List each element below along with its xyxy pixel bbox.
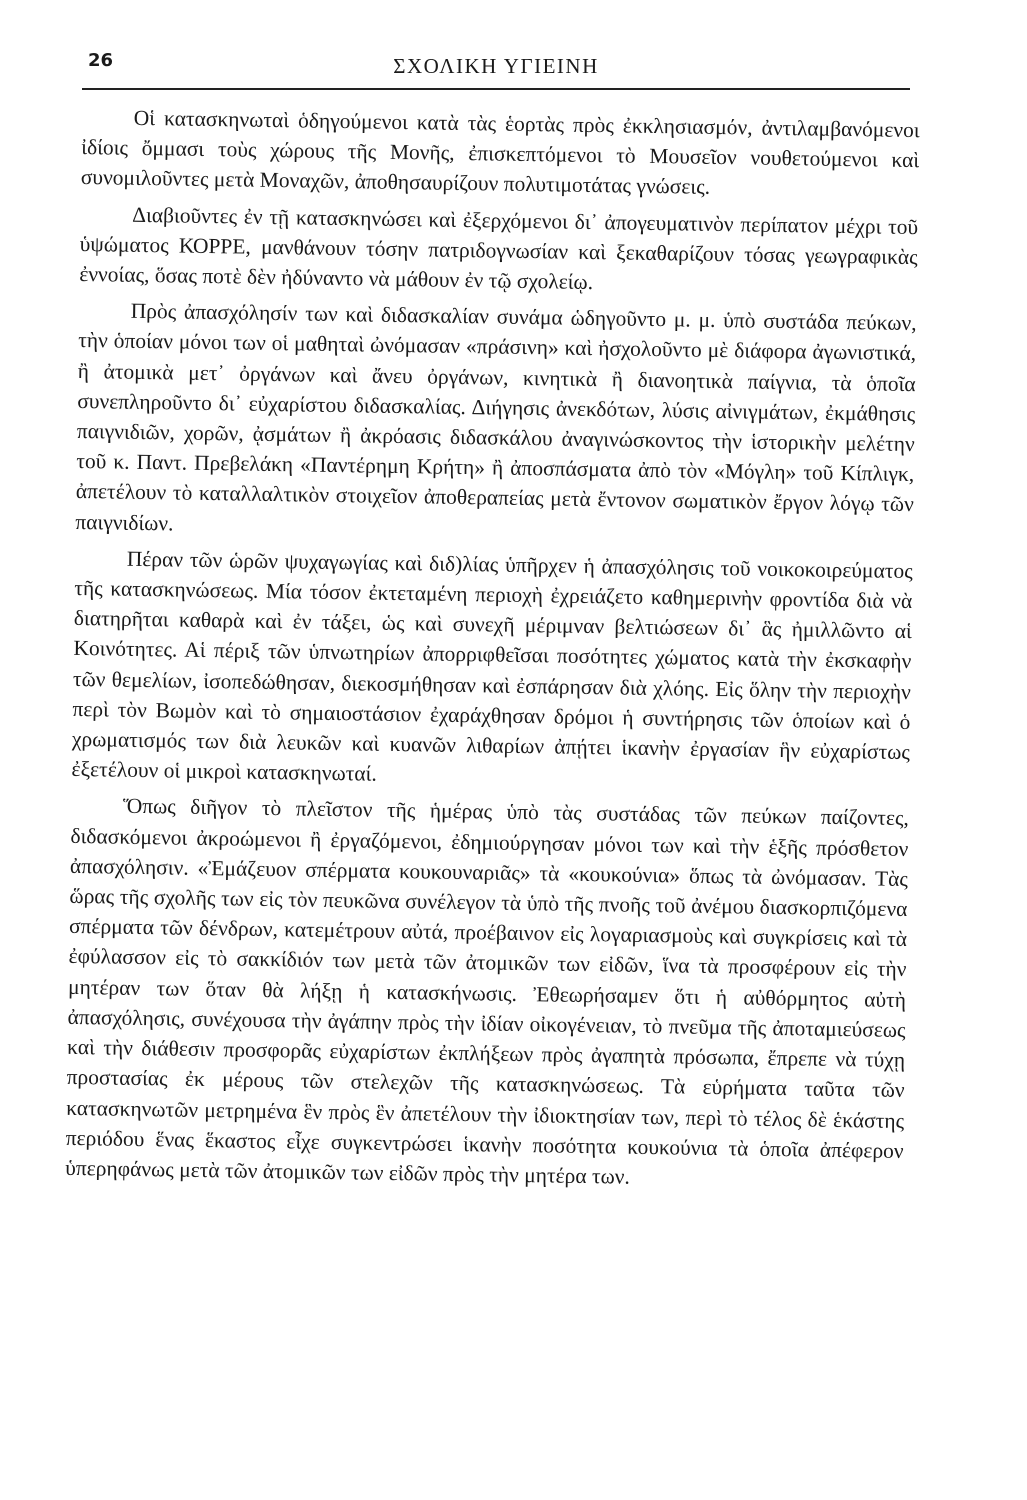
running-title: ΣΧΟΛΙΚΗ ΥΓΙΕΙΝΗ [393, 54, 599, 78]
paragraph-5: Ὅπως διῆγον τὸ πλεῖστον τῆς ἡμέρας ὑπὸ τὰς συστάδας τῶν πεύκων παίζοντες, διδασκόμενοι ἀκροώμενοι ἢ ἐργαζόμενοι, ἐδημιούργησαν μόνοι των καὶ τὴν ἑξῆς πρόσθετον ἀπασχόλησιν. «Ἐμάζευον σπέρματα κουκουναριᾶς» τὰ «κουκούνια» ὅπως τὰ ὠνόμασαν. Τὰς ὥρας τῆς σχολῆς των εἰς τὸν πευκῶνα συνέλεγον τὰ ὑπὸ τῆς πνοῆς τοῦ ἀνέμου διασκορπιζόμενα σπέρματα τῶν δένδρων, κατεμέτρουν αὐτά, προέβαινον εἰς λογαριασμοὺς καὶ συγκρίσεις καὶ τὰ ἐφύλασσον εἰς τὸ σακκίδιόν των μετὰ τῶν ἀτομικῶν των εἰδῶν, ἵνα τὰ προσφέρουν εἰς τὴν μητέραν των ὅταν θὰ λήξῃ ἡ κατασκήνωσις. Ἐθεωρήσαμεν ὅτι ἡ αὐθόρμητος αὐτὴ ἀπασχόλησις, συνέχουσα τὴν ἀγάπην πρὸς τὴν ἰδίαν οἰκογένειαν, τὸ πνεῦμα τῆς ἀποταμιεύσεως καὶ τὴν διάθεσιν προσφορᾶς εὐχαρίστων ἐκπλήξεων πρὸς ἀγαπητὰ πρόσωπα, ἔπρεπε νὰ τύχῃ προστασίας ἐκ μέρους τῶν στελεχῶν τῆς κατασκηνώσεως. Τὰ εὑρήματα ταῦτα τῶν κατασκηνωτῶν μετρημένα ἓν πρὸς ἓν ἀπετέλουν τὴν ἰδιοκτησίαν των, περὶ τὸ τέλος δὲ ἑκάστης περιόδου ἕνας ἕκαστος εἶχε συγκεντρώσει ἱκανὴν ποσότητα κουκούνια τὰ ὁποῖα ἀπέφερον ὑπερηφάνως μετὰ τῶν ἀτομικῶν των εἰδῶν πρὸς τὴν μητέρα των. [65, 794, 910, 1189]
paragraph-2: Διαβιοῦντες ἐν τῇ κατασκηνώσει καὶ ἐξερχόμενοι δι᾽ ἀπογευματινὸν περίπατον μέχρι τοῦ ὑψώματος ΚΟΡΡΕ, μανθάνουν τόσην πατριδογνωσίαν καὶ ξεκαθαρίζουν τόσας γεωγραφικὰς ἐννοίας, ὅσας ποτὲ δὲν ἠδύναντο νὰ μάθουν ἐν τῷ σχολείῳ. [79, 202, 919, 295]
paragraph-3: Πρὸς ἀπασχόλησίν των καὶ διδασκαλίαν συνάμα ὡδηγοῦντο μ. μ. ὑπὸ συστάδα πεύκων, τὴν ὁποίαν μόνοι των οἱ μαθηταὶ ὠνόμασαν «πράσινη» καὶ ἠσχολοῦντο μὲ διάφορα ἀγωνιστικά, ἢ ἀτομικὰ μετ᾽ ὀργάνων καὶ ἄνευ ὀργάνων, κινητικὰ ἢ διανοητικὰ παίγνια, τὰ ὁποῖα συνεπληροῦντο δι᾽ εὐχαρίστου διδασκαλίας. Διήγησις ἀνεκδότων, λύσις αἰνιγμάτων, ἐκμάθησις παιγνιδιῶν, χορῶν, ᾀσμάτων ἢ ἀκρόασις διδασκάλου ἀναγινώσκοντος τὴν ἱστορικὴν μελέτην τοῦ κ. Παντ. Πρεβελάκη «Παντέρημη Κρήτη» ἢ ἀποσπάσματα ἀπὸ τὸν «Μόγλη» τοῦ Κίπλιγκ, ἀπετέλουν τὸ καταλλαλτικὸν στοιχεῖον ἀποθεραπείας μετὰ ἔντονον σωματικὸν ἔργον λόγῳ τῶν παιγνιδίων. [75, 299, 917, 536]
page-number: 26 [88, 50, 114, 71]
page-header [82, 44, 910, 90]
header-rule [82, 88, 910, 90]
paragraph-1: Οἱ κατασκηνωταὶ ὁδηγούμενοι κατὰ τὰς ἑορτὰς πρὸς ἐκκλησιασμόν, ἀντιλαμβανόμενοι ἰδίοις ὄμμασι τοὺς χώρους τῆς Μονῆς, ἐπισκεπτόμενοι τὸ Μουσεῖον νουθετούμενοι καὶ συνομιλοῦντες μετὰ Μοναχῶν, ἀποθησαυρίζουν πολυτιμοτάτας γνώσεις. [80, 105, 920, 200]
paragraph-4: Πέραν τῶν ὡρῶν ψυχαγωγίας καὶ διδ)λίας ὑπῆρχεν ἡ ἀπασχόλησις τοῦ νοικοκοιρεύματος τῆς κατασκηνώσεως. Μία τόσον ἐκτεταμένη περιοχὴ ἐχρειάζετο καθημερινὴν φροντίδα διὰ νὰ διατηρῆται καθαρὰ καὶ ἐν τάξει, ὡς καὶ συνεχῆ μέριμναν βελτιώσεων δι᾽ ἃς ἠμιλλῶντο αἱ Κοινότητες. Αἱ πέριξ τῶν ὑπνωτηρίων ἀπορριφθεῖσαι ποσότητες χώματος κατὰ τὴν ἐκσκαφὴν τῶν θεμελίων, ἰσοπεδώθησαν, διεκοσμήθησαν καὶ ἐσπάρησαν διὰ χλόης. Εἰς ὅλην τὴν περιοχὴν περὶ τὸν Βωμὸν καὶ τὸ σημαιοστάσιον ἐχαράχθησαν δρόμοι ἡ συντήρησις τῶν ὁποίων καὶ ὁ χρωματισμός των διὰ λευκῶν καὶ κυανῶν λιθαρίων ἀπῄτει ἱκανὴν ἐργασίαν ἣν εὐχαρίστως ἐξετέλουν οἱ μικροὶ κατασκηνωταί. [71, 546, 913, 786]
body-text [65, 102, 920, 1202]
